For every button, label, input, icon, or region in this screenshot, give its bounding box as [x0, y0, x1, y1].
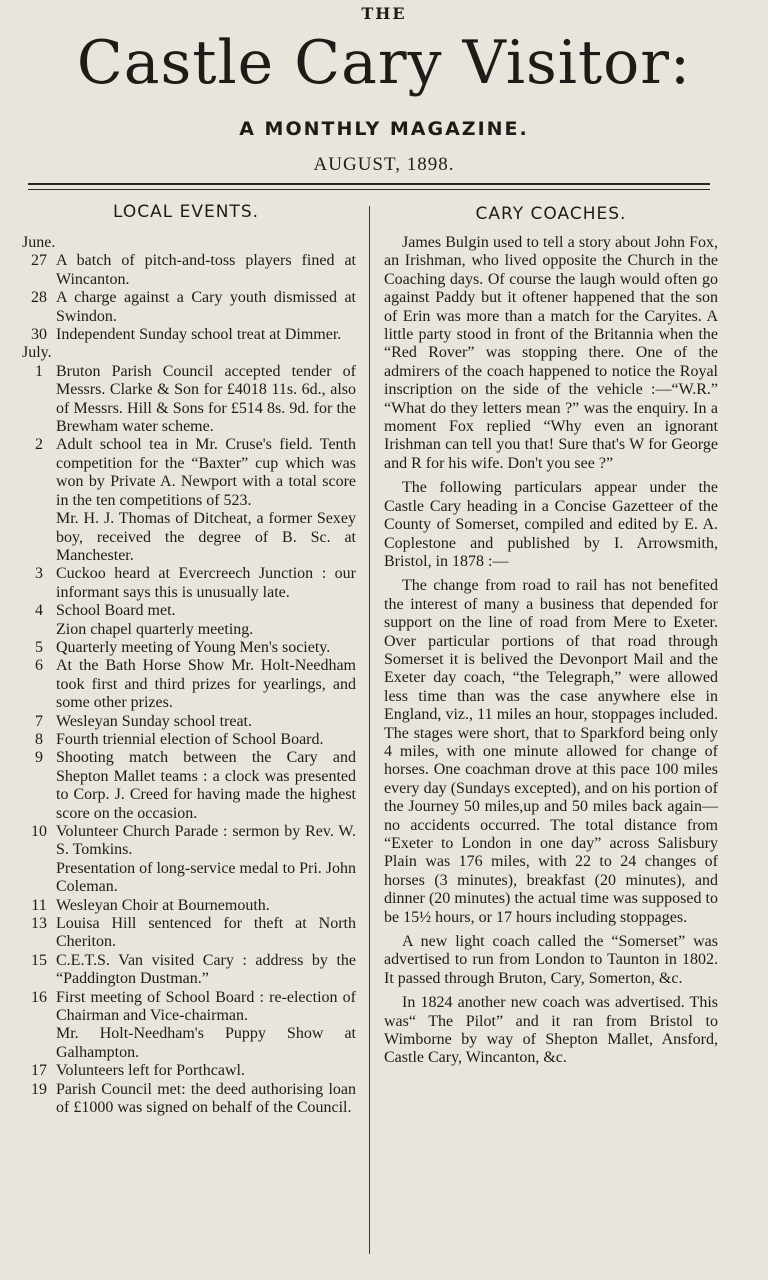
event-day: 9: [35, 749, 43, 767]
event-text: Louisa Hill sentenced for theft at North Cheriton.: [56, 915, 356, 951]
event-day: 3: [35, 565, 43, 583]
event-text: Volunteer Church Parade : sermon by Rev. W. S. Tomkins.: [56, 823, 356, 859]
event-text: School Board met.: [56, 602, 176, 620]
event-text: Wesleyan Sunday school treat.: [56, 712, 252, 730]
event-text: Volunteers left for Porthcawl.: [56, 1062, 245, 1080]
cary-coaches-column: [384, 234, 718, 1074]
month-label-july: July.: [22, 344, 52, 362]
event-text: Cuckoo heard at Evercreech Junction : our informant says this is unusually late.: [56, 565, 356, 601]
event-text: Wesleyan Choir at Bournemouth.: [56, 896, 270, 914]
event-entry: [22, 326, 356, 344]
june-events: [22, 252, 356, 344]
event-extra-text: Mr. Holt-Needham's Puppy Show at Galhampton.: [56, 1025, 356, 1061]
event-day: 7: [35, 712, 43, 730]
event-day: 27: [31, 252, 47, 270]
month-label-june: June.: [22, 234, 56, 251]
event-entry: [22, 602, 356, 620]
event-day: 6: [35, 657, 43, 675]
event-day: 2: [35, 436, 43, 454]
event-extra-text: Presentation of long-service medal to Pri. John Coleman.: [56, 859, 356, 896]
event-text: First meeting of School Board : re-election of Chairman and Vice-chairman.: [56, 988, 356, 1025]
event-entry: [22, 1062, 356, 1080]
event-entry: [22, 713, 356, 731]
article-paragraph: The change from road to rail has not benefited the interest of many a business that depended for support on the line of road from Mere to Exeter. Over particular portions of that road through Somerset it is belived the Devonport Mail and the Exeter day coach, “the Telegraph,” were allowed less time than was the case anywhere else in England, viz., 11 miles an hour, stoppages included. The stages were short, that to Sparkford being only 4 miles, with one minute allowed for change of horses. One coachman drove at this pace 100 miles every day (Sundays excepted), and on his portion of the Journey 50 miles,up and 50 miles back again—no accidents occurred. The total distance from “Exeter to London in one day” across Salisbury Plain was 176 miles, with 22 to 24 changes of horses (3 minutes), breakfast (20 minutes), and dinner (20 minutes) the actual time was supposed to be 15½ hours, or 17 hours including stoppages.: [384, 577, 718, 926]
event-extra-text: Zion chapel quarterly meeting.: [56, 620, 254, 638]
event-entry: [22, 639, 356, 657]
article-paragraph: In 1824 another new coach was advertised. This was“ The Pilot” and it ran from Bristol to Wimborne by way of Shepton Mallet, Ansford, Castle Cary, Wincanton, &c.: [384, 994, 718, 1067]
event-extra-text: Mr. H. J. Thomas of Ditcheat, a former Sexey boy, received the degree of B. Sc. at Manchester.: [56, 510, 356, 564]
event-text: Adult school tea in Mr. Cruse's field. Tenth competition for the “Baxter” cup which was won by Private A. Newport with a total score in the ten competitions of 523.: [56, 436, 356, 509]
event-day: 16: [31, 988, 47, 1006]
event-day: 11: [31, 896, 47, 914]
event-text: Independent Sunday school treat at Dimmer.: [56, 326, 342, 344]
event-entry: [22, 823, 356, 860]
article-paragraph: A new light coach called the “Somerset” was advertised to run from London to Taunton in 1802. It passed through Bruton, Cary, Somerton, &c.: [384, 933, 718, 987]
local-events-column: [22, 234, 356, 1118]
column-divider: [369, 206, 370, 1254]
event-text: Shooting match between the Cary and Shepton Mallet teams : a clock was presented to Corp. J. Creed for having made the highest score on the occasion.: [56, 749, 356, 822]
event-entry: [22, 731, 356, 749]
event-entry: [22, 989, 356, 1026]
event-text: C.E.T.S. Van visited Cary : address by the “Paddington Dustman.”: [56, 951, 356, 988]
event-day: 1: [35, 362, 43, 380]
event-day: 8: [35, 730, 43, 748]
event-entry: [22, 252, 356, 289]
event-day: 28: [31, 289, 47, 307]
event-entry: [22, 289, 356, 326]
event-day: 17: [31, 1062, 47, 1080]
masthead-the: THE: [361, 4, 407, 23]
event-text: A charge against a Cary youth dismissed at Swindon.: [56, 289, 356, 325]
event-text: Quarterly meeting of Young Men's society.: [56, 638, 331, 656]
event-entry: [22, 749, 356, 823]
masthead-rule: [28, 183, 710, 185]
event-entry: [22, 952, 356, 989]
masthead-title: Castle Cary Visitor:: [76, 28, 692, 98]
event-day: 4: [35, 602, 43, 620]
event-day: 30: [31, 326, 47, 344]
event-entry: [22, 565, 356, 602]
event-text: Fourth triennial election of School Board.: [56, 730, 324, 748]
event-day: 15: [31, 951, 47, 969]
masthead-rule-thin: [28, 189, 710, 190]
issue-date: AUGUST, 1898.: [313, 154, 455, 175]
event-text: A batch of pitch-and-toss players fined at Wincanton.: [56, 252, 356, 288]
event-day: 10: [31, 823, 47, 840]
event-entry: [22, 897, 356, 915]
event-day: 19: [31, 1080, 47, 1098]
event-entry: [22, 1081, 356, 1118]
article-paragraph: James Bulgin used to tell a story about John Fox, an Irishman, who lived opposite the Church in the Coaching days. Of course the laugh would often go against Paddy but it oftener happened that the son of Erin was more than a match for the Caryites. A little party stood in front of the Britannia when the “Red Rover” was stopping there. One of the admirers of the coach happened to notice the Royal inscription on the side of the vehicle :—“W.R.” “What do they letters mean ?” was the enquiry. In a moment Fox replied “Why even an ignorant Irishman can tell you that! Sure that's W for George and R for his wife. Don't you see ?”: [384, 234, 718, 472]
article-paragraph: The following particulars appear under the Castle Cary heading in a Concise Gazetteer of the County of Somerset, compiled and edited by E. A. Coplestone and published by I. Arrowsmith, Bristol, in 1878 :—: [384, 479, 718, 570]
masthead-subtitle: A MONTHLY MAGAZINE.: [239, 118, 529, 140]
cary-coaches-heading: CARY COACHES.: [475, 204, 627, 224]
event-day: 5: [35, 638, 43, 656]
local-events-heading: LOCAL EVENTS.: [112, 202, 260, 222]
event-entry: [22, 436, 356, 510]
event-day: 13: [31, 915, 47, 933]
july-events: [22, 363, 356, 1118]
event-text: At the Bath Horse Show Mr. Holt-Needham took first and third prizes for yearlings, and some other prizes.: [56, 657, 356, 712]
event-text: Parish Council met: the deed authorising loan of £1000 was signed on behalf of the Council.: [56, 1080, 356, 1117]
event-entry: [22, 657, 356, 712]
event-text: Bruton Parish Council accepted tender of Messrs. Clarke & Son for £4018 11s. 6d., also of Messrs. Hill & Sons for £514 8s. 9d. for the Brewham water scheme.: [56, 362, 356, 436]
event-entry: [22, 915, 356, 952]
event-entry: [22, 363, 356, 437]
